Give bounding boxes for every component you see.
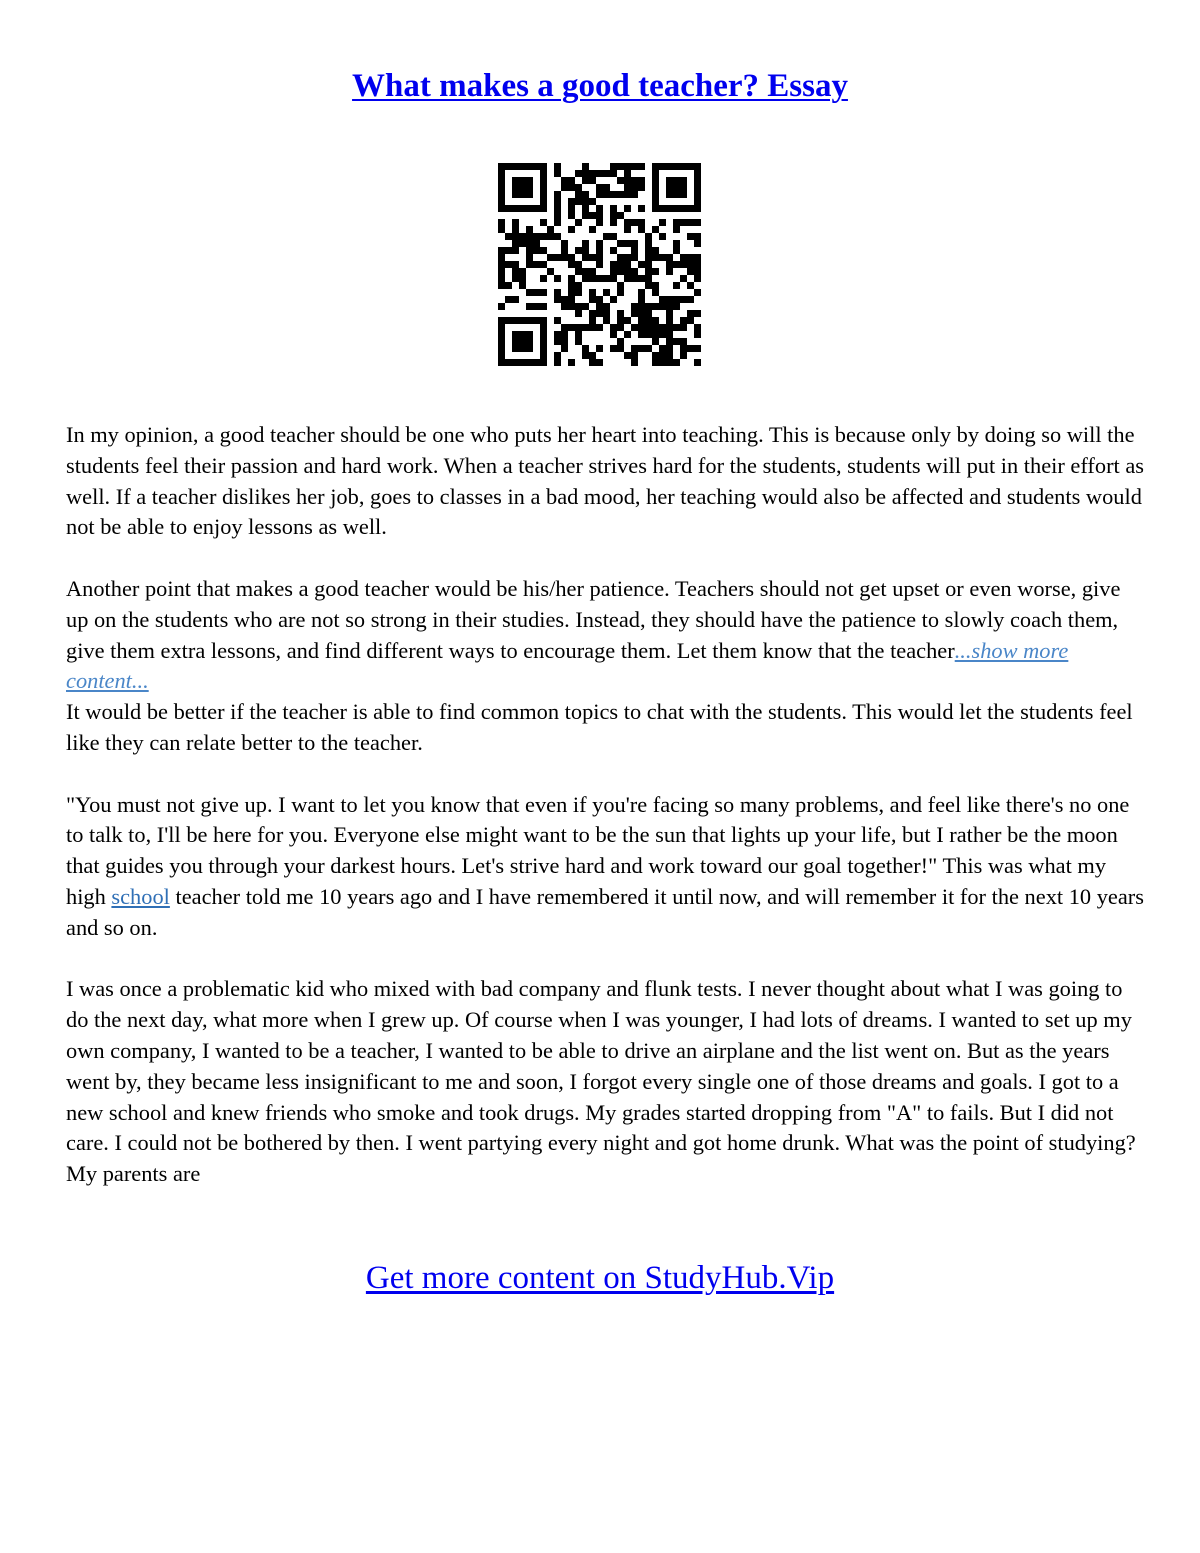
page-title bbox=[0, 64, 1200, 108]
footer bbox=[0, 1256, 1200, 1300]
paragraph-4-text-after: teacher told me 10 years ago and I have remembered it until now, and will remember it for the next 10 years and so on. bbox=[66, 883, 1144, 940]
qr-code-icon bbox=[498, 163, 701, 366]
paragraph-3: It would be better if the teacher is able to find common topics to chat with the students. This would let the students feel like they can relate better to the teacher. bbox=[66, 699, 1133, 755]
paragraph-4 bbox=[66, 790, 1146, 944]
essay-body bbox=[66, 420, 1146, 1190]
get-more-content-link[interactable]: Get more content on StudyHub.Vip bbox=[365, 1260, 835, 1296]
title-link[interactable]: What makes a good teacher? Essay bbox=[352, 68, 848, 104]
paragraph-1: In my opinion, a good teacher should be one who puts her heart into teaching. This is because only by doing so will the students feel their passion and hard work. When a teacher strives hard for the students, students will put in their effort as well. If a teacher dislikes her job, goes to classes in a bad mood, her teaching would also be affected and students would not be able to enjoy lessons as well. bbox=[66, 422, 1144, 540]
paragraph-2 bbox=[66, 574, 1146, 697]
paragraph-4-text-before: "You must not give up. I want to let you know that even if you're facing so many problems, and feel like there's no one to talk to, I'll be here for you. Everyone else might want to be the sun that lights up your life, but I rather be the moon that guides you through your darkest hours. Let's strive hard and work toward our goal together!" This was what my high bbox=[66, 791, 1130, 909]
show-more-link[interactable]: ...show more content... bbox=[66, 637, 1069, 694]
school-link[interactable]: school bbox=[111, 883, 170, 909]
paragraph-5: I was once a problematic kid who mixed with bad company and flunk tests. I never thought about what I was going to do the next day, what more when I grew up. Of course when I was younger, I had lots of dreams. I wanted to set up my own company, I wanted to be a teacher, I wanted to be able to drive an airplane and the list went on. But as the years went by, they became less insignificant to me and soon, I forgot every single one of those dreams and goals. I got to a new school and knew friends who smoke and took drugs. My grades started dropping from "A" to fails. But I did not care. I could not be bothered by then. I went partying every night and got home drunk. What was the point of studying? My parents are bbox=[66, 976, 1136, 1187]
paragraph-2-text: Another point that makes a good teacher would be his/her patience. Teachers should not get upset or even worse, give up on the students who are not so strong in their studies. Instead, they should have the patience to slowly coach them, give them extra lessons, and find different ways to encourage them. Let them know that the teacher bbox=[66, 575, 1121, 663]
